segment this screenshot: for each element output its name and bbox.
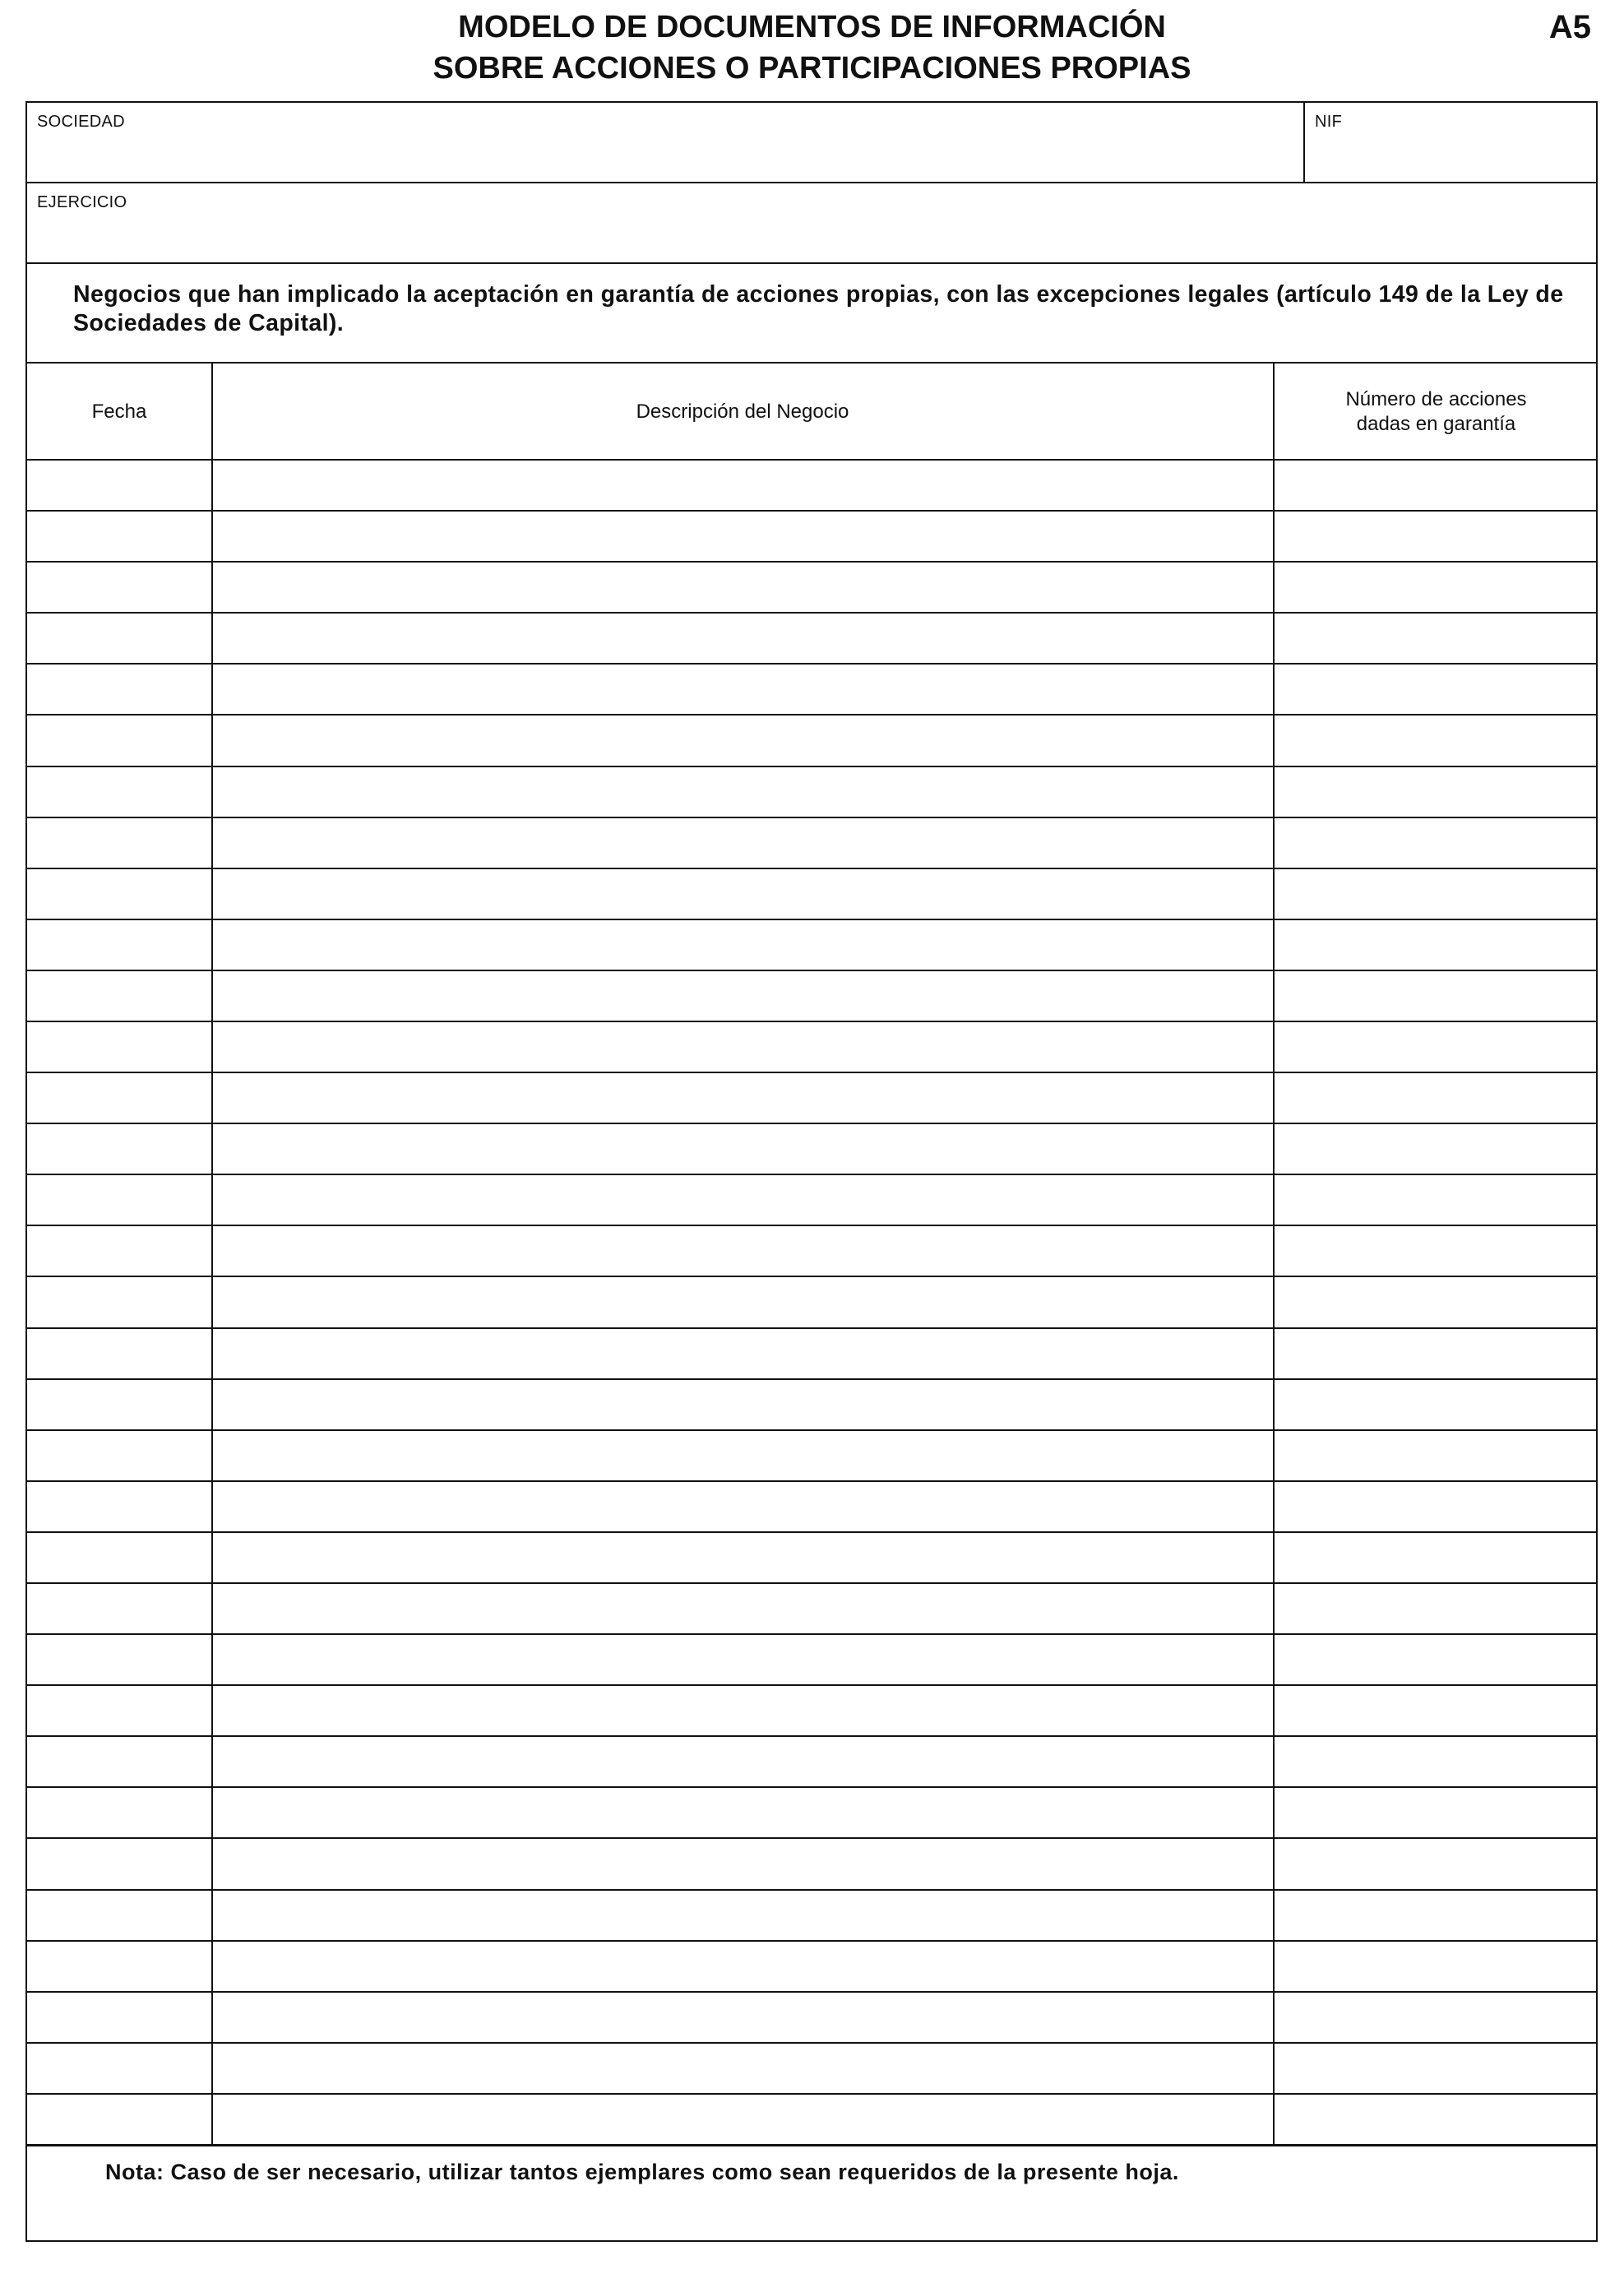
- table-row: [27, 971, 1596, 1022]
- table-row: [27, 512, 1596, 563]
- table-row: [27, 1839, 1596, 1890]
- table-row: [27, 869, 1596, 920]
- nif-divider: [1303, 103, 1305, 183]
- table-row: [27, 1584, 1596, 1635]
- table-row: [27, 2044, 1596, 2095]
- table-row: [27, 920, 1596, 971]
- table-row: [27, 614, 1596, 665]
- form-title: [0, 7, 1624, 89]
- sociedad-label: SOCIEDAD: [37, 113, 125, 131]
- section-heading: Negocios que han implicado la aceptación en garantía de acciones propias, con las excepciones legales (artículo 149 de la Ley de Sociedades de Capital).: [73, 281, 1564, 336]
- table-row: [27, 1635, 1596, 1686]
- table-row: [27, 1686, 1596, 1737]
- table-row: [27, 1737, 1596, 1788]
- col-header-numero-line-2: dadas en garantía: [1356, 413, 1516, 435]
- col-header-descripcion: Descripción del Negocio: [636, 401, 849, 423]
- table-row: [27, 1277, 1596, 1328]
- table-row: [27, 1942, 1596, 1993]
- table-row: [27, 1380, 1596, 1431]
- col-header-numero-acciones: [1275, 364, 1598, 461]
- form-frame: [25, 101, 1598, 2242]
- col-header-fecha: Fecha: [91, 401, 147, 423]
- form-code: A5: [1548, 9, 1591, 45]
- table-body: [27, 461, 1596, 2146]
- table-row: [27, 818, 1596, 869]
- title-line-1: MODELO DE DOCUMENTOS DE INFORMACIÓN: [458, 10, 1166, 44]
- table-row: [27, 665, 1596, 715]
- divider-ejercicio: [27, 262, 1596, 264]
- divider-sociedad: [27, 182, 1596, 183]
- table-row: [27, 1788, 1596, 1839]
- table-row: [27, 1175, 1596, 1226]
- ejercicio-label: EJERCICIO: [37, 193, 127, 211]
- table-row: [27, 1329, 1596, 1380]
- table-row: [27, 1124, 1596, 1175]
- table-row: [27, 1891, 1596, 1942]
- nif-label: NIF: [1315, 113, 1343, 131]
- table-row: [27, 1533, 1596, 1584]
- table-row: [27, 767, 1596, 818]
- col-header-numero-line-1: Número de acciones: [1345, 388, 1527, 410]
- table-row: [27, 1073, 1596, 1124]
- divider-footer: [27, 2144, 1596, 2146]
- table-row: [27, 1022, 1596, 1073]
- footer-note: Nota: Caso de ser necesario, utilizar tantos ejemplares como sean requeridos de la presente hoja.: [105, 2160, 1179, 2184]
- table-row: [27, 563, 1596, 614]
- table-row: [27, 1482, 1596, 1533]
- table-row: [27, 2095, 1596, 2146]
- table-row: [27, 715, 1596, 766]
- table-row: [27, 1226, 1596, 1277]
- title-line-2: SOBRE ACCIONES O PARTICIPACIONES PROPIAS: [433, 51, 1191, 86]
- table-row: [27, 1993, 1596, 2044]
- table-row: [27, 1431, 1596, 1482]
- table-row: [27, 461, 1596, 512]
